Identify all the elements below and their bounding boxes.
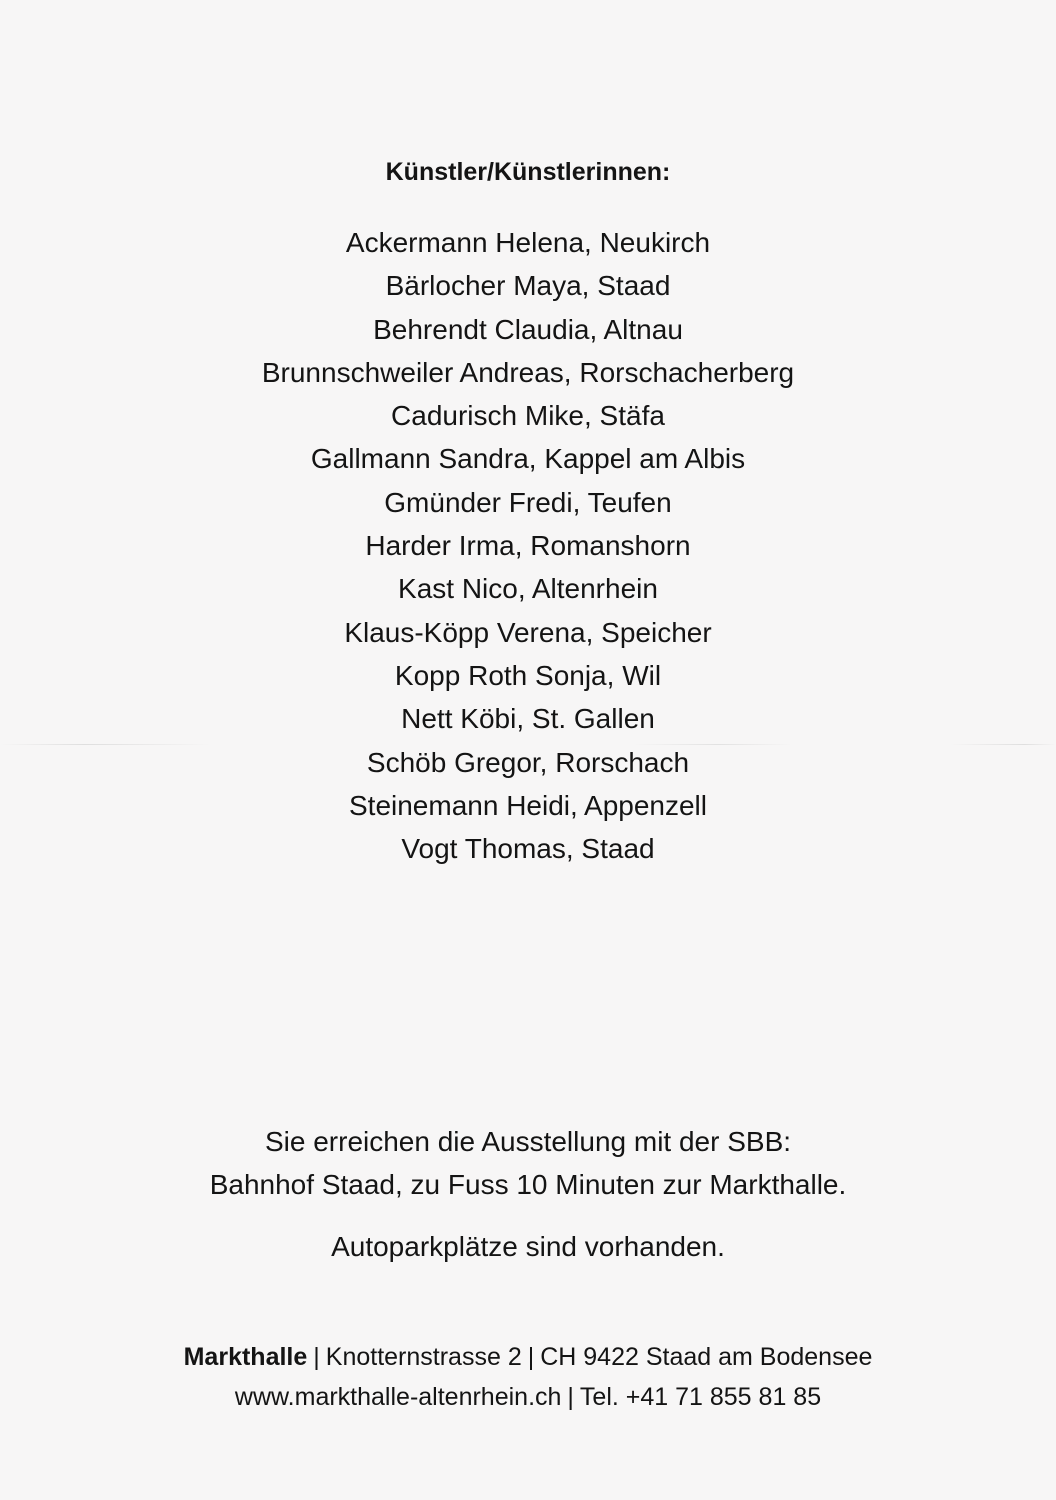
artist-item: Brunnschweiler Andreas, Rorschacherberg [261, 356, 795, 388]
footer-address-line [0, 1337, 1056, 1377]
parking-note: Autoparkplätze sind vorhanden. [331, 1231, 725, 1262]
venue-name: Markthalle [183, 1343, 308, 1371]
footer-separator: | [567, 1383, 574, 1411]
venue-street: Knotternstrasse 2 [325, 1343, 522, 1371]
directions-line-2: Bahnhof Staad, zu Fuss 10 Minuten zur Markthalle. [209, 1169, 847, 1200]
directions-text [0, 1120, 1056, 1206]
footer-separator: | [313, 1343, 320, 1371]
artist-item: Gmünder Fredi, Teufen [384, 486, 672, 518]
artist-list [0, 221, 1056, 870]
directions-line-1: Sie erreichen die Ausstellung mit der SBB: [264, 1126, 792, 1157]
artist-item: Nett Köbi, St. Gallen [401, 703, 655, 735]
artist-item: Steinemann Heidi, Appenzell [348, 789, 707, 821]
artist-item: Bärlocher Maya, Staad [385, 270, 671, 302]
website-link[interactable]: www.markthalle-altenrhein.ch [234, 1383, 562, 1411]
footer-contact [0, 1337, 1056, 1417]
artist-item: Ackermann Helena, Neukirch [345, 227, 711, 258]
artist-item: Vogt Thomas, Staad [401, 833, 655, 865]
footer-contact-line [0, 1377, 1056, 1417]
phone-number: Tel. +41 71 855 81 85 [579, 1383, 822, 1411]
artist-item: Schöb Gregor, Rorschach [366, 746, 690, 778]
artist-item: Klaus-Köpp Verena, Speicher [344, 616, 712, 648]
artist-item: Cadurisch Mike, Stäfa [391, 400, 665, 432]
venue-city: CH 9422 Staad am Bodensee [540, 1343, 873, 1371]
artist-item: Harder Irma, Romanshorn [365, 530, 691, 562]
artist-item: Gallmann Sandra, Kappel am Albis [310, 443, 746, 475]
artists-heading: Künstler/Künstlerinnen: [385, 158, 671, 186]
footer-separator: | [527, 1343, 535, 1371]
artist-item: Kopp Roth Sonja, Wil [394, 659, 662, 691]
artist-item: Kast Nico, Altenrhein [398, 573, 658, 605]
artist-item: Behrendt Claudia, Altnau [373, 313, 683, 345]
